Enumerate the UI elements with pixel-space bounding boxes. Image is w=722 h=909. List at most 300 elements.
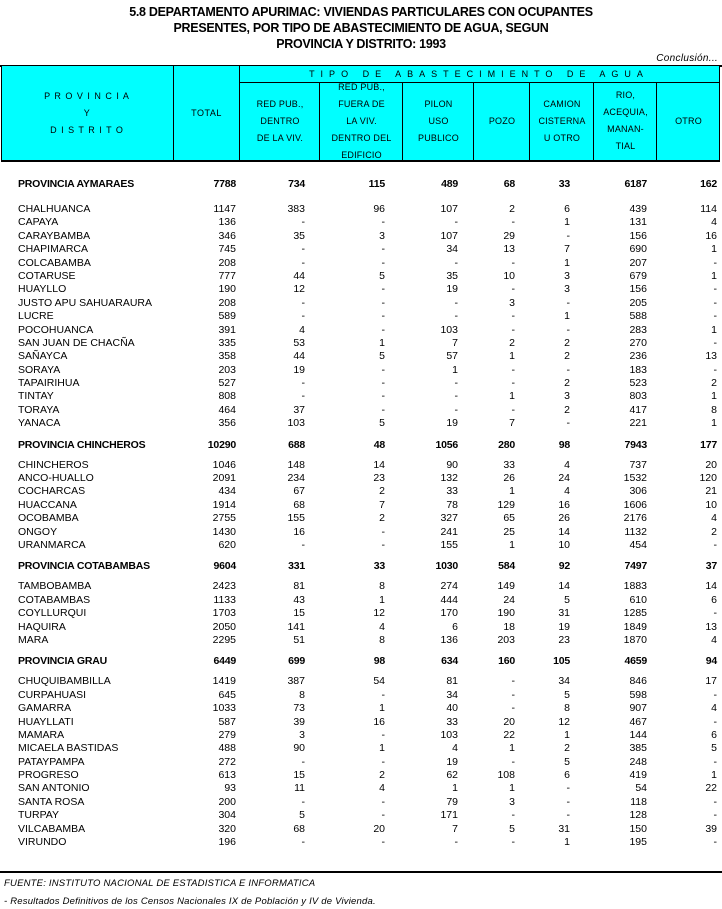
district-row — [0, 324, 722, 337]
district-row — [0, 621, 722, 634]
cell-value: - — [381, 795, 385, 808]
row-label: CHALHUANCA — [18, 203, 91, 215]
cell-value: 1 — [711, 417, 717, 430]
cell-value: - — [713, 310, 717, 323]
cell-value: 13 — [705, 620, 717, 633]
cell-value: - — [713, 363, 717, 376]
district-row — [0, 539, 722, 552]
cell-value: - — [454, 390, 458, 403]
cell-value: 1 — [509, 485, 515, 498]
cell-value: 108 — [497, 769, 515, 782]
cell-value: 3 — [564, 269, 570, 282]
cell-value: 7 — [452, 822, 458, 835]
cell-value: 150 — [629, 822, 647, 835]
cell-value: 29 — [503, 229, 515, 242]
cell-value: 141 — [287, 620, 305, 633]
cell-value: - — [301, 836, 305, 849]
cell-value: 523 — [629, 377, 647, 390]
cell-value: 2 — [379, 512, 385, 525]
cell-value: - — [381, 755, 385, 768]
cell-value: 439 — [629, 203, 647, 215]
cell-value: 1285 — [623, 607, 647, 620]
row-label: YANACA — [18, 417, 61, 430]
cell-value: 33 — [446, 485, 458, 498]
cell-value: 90 — [446, 458, 458, 471]
cell-value: 1 — [564, 216, 570, 229]
cell-value: 4 — [711, 512, 717, 525]
cell-value: 200 — [218, 795, 236, 808]
header-line: DENTRO DEL — [331, 132, 392, 143]
cell-value: 1 — [452, 363, 458, 376]
cell-value: - — [454, 296, 458, 309]
cell-value: 18 — [503, 620, 515, 633]
cell-value: 16 — [373, 715, 385, 728]
cell-value: 7 — [452, 336, 458, 349]
cell-value: 2 — [379, 769, 385, 782]
row-label: TAPAIRIHUA — [18, 377, 80, 390]
cell-value: 62 — [446, 769, 458, 782]
cell-value: - — [511, 377, 515, 390]
cell-value: 2 — [711, 377, 717, 390]
cell-value: 98 — [558, 438, 570, 451]
row-label: PATAYPAMPA — [18, 755, 85, 768]
district-row — [0, 823, 722, 836]
cell-value: 8 — [564, 702, 570, 715]
district-row — [0, 364, 722, 377]
row-label: MICAELA BASTIDAS — [18, 742, 119, 755]
cell-value: 33 — [373, 560, 385, 573]
header-divider — [529, 82, 530, 160]
cell-value: 20 — [503, 715, 515, 728]
cell-value: 7 — [379, 498, 385, 511]
cell-value: 43 — [293, 593, 305, 606]
cell-value: 1870 — [623, 633, 647, 646]
header-line: CISTERNA — [538, 115, 586, 126]
cell-value: 699 — [288, 655, 305, 668]
cell-value: 272 — [218, 755, 236, 768]
cell-value: 2 — [564, 377, 570, 390]
cell-value: - — [381, 390, 385, 403]
row-label: TINTAY — [18, 390, 54, 403]
cell-value: - — [511, 216, 515, 229]
cell-value: 587 — [218, 715, 236, 728]
row-label: CAPAYA — [18, 216, 59, 229]
cell-value: 2 — [509, 203, 515, 215]
district-row — [0, 390, 722, 403]
district-row — [0, 675, 722, 688]
cell-value: 39 — [705, 822, 717, 835]
district-row — [0, 512, 722, 525]
row-label: SAN JUAN DE CHACÑA — [18, 336, 135, 349]
cell-value: 1 — [379, 593, 385, 606]
cell-value: - — [381, 216, 385, 229]
cell-value: 22 — [705, 782, 717, 795]
cell-value: 1 — [379, 336, 385, 349]
cell-value: 5 — [564, 755, 570, 768]
cell-value: - — [713, 755, 717, 768]
header-red-pub-fuera — [320, 82, 403, 160]
cell-value: 14 — [373, 458, 385, 471]
cell-value: 16 — [558, 498, 570, 511]
row-label: CURPAHUASI — [18, 688, 87, 701]
cell-value: 48 — [373, 438, 385, 451]
cell-value: 8 — [379, 580, 385, 593]
cell-value: 417 — [629, 403, 647, 416]
cell-value: - — [566, 809, 570, 822]
cell-value: - — [713, 296, 717, 309]
cell-value: 1056 — [435, 438, 458, 451]
district-row — [0, 689, 722, 702]
cell-value: - — [511, 403, 515, 416]
cell-value: 57 — [446, 350, 458, 363]
cell-value: - — [713, 336, 717, 349]
cell-value: 5 — [509, 822, 515, 835]
cell-value: 19 — [446, 283, 458, 296]
cell-value: 20 — [705, 458, 717, 471]
row-label: HUACCANA — [18, 498, 77, 511]
cell-value: 39 — [293, 715, 305, 728]
cell-value: 1703 — [212, 607, 236, 620]
cell-value: 190 — [497, 607, 515, 620]
cell-value: 13 — [503, 243, 515, 256]
cell-value: - — [381, 688, 385, 701]
cell-value: - — [381, 323, 385, 336]
cell-value: 19 — [446, 417, 458, 430]
row-label: URANMARCA — [18, 538, 86, 551]
header-red-pub-dentro — [240, 82, 320, 160]
cell-value: 4 — [711, 702, 717, 715]
cell-value: 6 — [711, 728, 717, 741]
table-body — [0, 170, 722, 849]
cell-value: 777 — [218, 269, 236, 282]
province-row — [0, 170, 722, 198]
district-row — [0, 580, 722, 593]
cell-value: - — [511, 363, 515, 376]
cell-value: 304 — [218, 809, 236, 822]
header-line: RED PUB., — [256, 98, 304, 109]
cell-value: 6187 — [624, 178, 647, 190]
cell-value: 1 — [509, 350, 515, 363]
cell-value: 103 — [287, 417, 305, 430]
cell-value: 162 — [700, 178, 717, 190]
header-line: POZO — [488, 115, 516, 126]
district-row — [0, 756, 722, 769]
header-divider — [402, 82, 403, 160]
cell-value: 1 — [509, 782, 515, 795]
cell-value: 81 — [446, 675, 458, 688]
cell-value: 78 — [446, 498, 458, 511]
cell-value: 2755 — [212, 512, 236, 525]
cell-value: - — [713, 607, 717, 620]
cell-value: - — [566, 795, 570, 808]
row-label: SANTA ROSA — [18, 795, 85, 808]
cell-value: - — [454, 403, 458, 416]
cell-value: - — [381, 728, 385, 741]
cell-value: - — [511, 675, 515, 688]
cell-value: 114 — [700, 203, 717, 215]
cell-value: 488 — [218, 742, 236, 755]
cell-value: 12 — [293, 283, 305, 296]
district-row — [0, 607, 722, 620]
header-line: USO — [428, 115, 449, 126]
source-note: FUENTE: INSTITUTO NACIONAL DE ESTADISTICA E INFORMATICA — [4, 878, 316, 889]
cell-value: 177 — [700, 438, 717, 451]
row-label: PROVINCIA AYMARAES — [18, 178, 135, 190]
cell-value: 1606 — [623, 498, 647, 511]
cell-value: 54 — [373, 675, 385, 688]
row-label: HUAYLLO — [18, 283, 67, 296]
cell-value: - — [713, 688, 717, 701]
cell-value: 34 — [558, 675, 570, 688]
cell-value: 24 — [558, 472, 570, 485]
cell-value: 196 — [218, 836, 236, 849]
cell-value: 346 — [218, 229, 236, 242]
cell-value: 4 — [452, 742, 458, 755]
district-row — [0, 257, 722, 270]
cell-value: 3 — [564, 283, 570, 296]
cell-value: 16 — [293, 525, 305, 538]
cell-value: - — [301, 377, 305, 390]
header-y: Y — [83, 107, 91, 118]
cell-value: 11 — [294, 782, 305, 795]
cell-value: 21 — [705, 485, 717, 498]
header-otro — [657, 82, 720, 160]
row-label: VIRUNDO — [18, 836, 67, 849]
cell-value: - — [511, 256, 515, 269]
cell-value: 4 — [299, 323, 305, 336]
province-row — [0, 647, 722, 675]
cell-value: 33 — [503, 458, 515, 471]
cell-value: - — [381, 256, 385, 269]
cell-value: 467 — [629, 715, 647, 728]
cell-value: 3 — [299, 728, 305, 741]
district-row — [0, 485, 722, 498]
header-distrito: D I S T R I T O — [50, 124, 124, 135]
district-row — [0, 836, 722, 849]
cell-value: - — [454, 216, 458, 229]
cell-value: 6 — [564, 203, 570, 215]
cell-value: - — [566, 417, 570, 430]
cell-value: - — [566, 363, 570, 376]
cell-value: 148 — [287, 458, 305, 471]
cell-value: 156 — [629, 283, 647, 296]
header-pilon-uso-publico — [403, 82, 474, 160]
cell-value: - — [713, 715, 717, 728]
table-title-line-2: PRESENTES, POR TIPO DE ABASTECIMIENTO DE AGUA, SEGUN — [173, 21, 549, 35]
cell-value: 54 — [635, 782, 647, 795]
cell-value: 107 — [440, 203, 458, 215]
cell-value: 65 — [503, 512, 515, 525]
results-note: - Resultados Definitivos de los Censos Nacionales IX de Población y IV de Vivienda. — [4, 896, 376, 907]
cell-value: 107 — [440, 229, 458, 242]
cell-value: 1 — [711, 269, 717, 282]
bottom-rule — [0, 871, 722, 873]
cell-value: 4 — [711, 633, 717, 646]
cell-value: - — [566, 323, 570, 336]
cell-value: 584 — [498, 560, 515, 573]
cell-value: 7497 — [624, 560, 647, 573]
cell-value: 6449 — [213, 655, 236, 668]
cell-value: - — [454, 377, 458, 390]
cell-value: 236 — [629, 350, 647, 363]
cell-value: 1914 — [212, 498, 236, 511]
cell-value: 1030 — [435, 560, 458, 573]
district-row — [0, 702, 722, 715]
cell-value: 160 — [498, 655, 515, 668]
cell-value: 335 — [218, 336, 236, 349]
district-row — [0, 417, 722, 430]
cell-value: 195 — [629, 836, 647, 849]
cell-value: 2 — [711, 525, 717, 538]
cell-value: - — [454, 256, 458, 269]
cell-value: 19 — [293, 363, 305, 376]
header-camion-cisterna — [530, 82, 594, 160]
header-line: FUERA DE — [338, 98, 385, 109]
cell-value: 9604 — [213, 560, 236, 573]
cell-value: 688 — [288, 438, 305, 451]
row-label: MAMARA — [18, 728, 65, 741]
cell-value: 1883 — [623, 580, 647, 593]
cell-value: 37 — [293, 403, 305, 416]
cell-value: 620 — [218, 538, 236, 551]
cell-value: 419 — [629, 769, 647, 782]
cell-value: 4 — [711, 216, 717, 229]
cell-value: 5 — [564, 593, 570, 606]
cell-value: 51 — [293, 633, 305, 646]
cell-value: 1132 — [624, 525, 647, 538]
cell-value: 5 — [299, 809, 305, 822]
cell-value: 90 — [293, 742, 305, 755]
header-line: CAMION — [543, 98, 581, 109]
header-divider — [473, 82, 474, 160]
row-label: LUCRE — [18, 310, 54, 323]
cell-value: 3 — [379, 229, 385, 242]
row-label: TAMBOBAMBA — [18, 580, 92, 593]
cell-value: 10 — [558, 538, 570, 551]
cell-value: - — [381, 310, 385, 323]
cell-value: - — [381, 377, 385, 390]
cell-value: 23 — [558, 633, 570, 646]
cell-value: 745 — [218, 243, 236, 256]
cell-value: 4 — [564, 485, 570, 498]
cell-value: 2423 — [212, 580, 236, 593]
cell-value: 7943 — [624, 438, 647, 451]
cell-value: - — [301, 795, 305, 808]
row-label: ANCO-HUALLO — [18, 472, 94, 485]
table-title-line-1: 5.8 DEPARTAMENTO APURIMAC: VIVIENDAS PARTICULARES CON OCUPANTES — [129, 5, 593, 19]
cell-value: 1419 — [212, 675, 236, 688]
cell-value: 10290 — [207, 438, 236, 451]
cell-value: 589 — [218, 310, 236, 323]
cell-value: 1 — [711, 323, 717, 336]
district-row — [0, 350, 722, 363]
cell-value: 17 — [705, 675, 717, 688]
cell-value: - — [511, 702, 515, 715]
cell-value: 35 — [446, 269, 458, 282]
cell-value: - — [511, 310, 515, 323]
header-divider — [656, 82, 657, 160]
cell-value: 98 — [373, 655, 385, 668]
cell-value: 1 — [564, 836, 570, 849]
cell-value: 205 — [629, 296, 647, 309]
cell-value: 2 — [564, 742, 570, 755]
cell-value: 248 — [629, 755, 647, 768]
cell-value: 68 — [293, 498, 305, 511]
row-label: COTABAMBAS — [18, 593, 91, 606]
cell-value: 280 — [498, 438, 515, 451]
cell-value: 8 — [711, 403, 717, 416]
header-line: RED PUB., — [338, 81, 385, 92]
cell-value: - — [381, 296, 385, 309]
cell-value: 144 — [629, 728, 647, 741]
district-row — [0, 203, 722, 216]
cell-value: - — [511, 836, 515, 849]
cell-value: 22 — [503, 728, 515, 741]
cell-value: 1 — [509, 390, 515, 403]
cell-value: 118 — [630, 795, 647, 808]
cell-value: 1046 — [212, 458, 236, 471]
district-row — [0, 742, 722, 755]
cell-value: 170 — [440, 607, 458, 620]
cell-value: 4659 — [624, 655, 647, 668]
cell-value: 20 — [373, 822, 385, 835]
cell-value: 203 — [497, 633, 515, 646]
district-row — [0, 243, 722, 256]
cell-value: 190 — [218, 283, 236, 296]
row-label: CHAPIMARCA — [18, 243, 89, 256]
cell-value: 5 — [379, 350, 385, 363]
header-provincia-distrito — [2, 66, 172, 160]
district-row — [0, 459, 722, 472]
cell-value: 383 — [287, 203, 305, 215]
cell-value: 31 — [558, 607, 570, 620]
cell-value: 391 — [218, 323, 236, 336]
cell-value: 155 — [287, 512, 305, 525]
cell-value: 610 — [629, 593, 647, 606]
cell-value: 207 — [629, 256, 647, 269]
cell-value: 16 — [705, 229, 717, 242]
cell-value: 14 — [558, 525, 570, 538]
cell-value: - — [713, 283, 717, 296]
cell-value: 129 — [497, 498, 515, 511]
cell-value: 208 — [218, 296, 236, 309]
cell-value: 1 — [711, 390, 717, 403]
cell-value: 1 — [564, 256, 570, 269]
header-pozo — [474, 82, 530, 160]
cell-value: 1 — [564, 310, 570, 323]
cell-value: 96 — [373, 203, 385, 215]
header-line: LA VIV. — [346, 115, 377, 126]
row-label: COTARUSE — [18, 269, 76, 282]
row-label: SORAYA — [18, 363, 61, 376]
cell-value: - — [511, 283, 515, 296]
district-row — [0, 310, 722, 323]
cell-value: 208 — [218, 256, 236, 269]
row-label: CHUQUIBAMBILLA — [18, 675, 111, 688]
cell-value: 15 — [293, 607, 305, 620]
cell-value: - — [566, 782, 570, 795]
cell-value: 26 — [558, 512, 570, 525]
cell-value: 734 — [288, 178, 305, 190]
row-label: POCOHUANCA — [18, 323, 94, 336]
cell-value: - — [454, 836, 458, 849]
cell-value: - — [301, 390, 305, 403]
cell-value: 34 — [446, 243, 458, 256]
cell-value: - — [381, 363, 385, 376]
cell-value: 10 — [503, 269, 515, 282]
cell-value: 5 — [711, 742, 717, 755]
cell-value: 73 — [293, 702, 305, 715]
